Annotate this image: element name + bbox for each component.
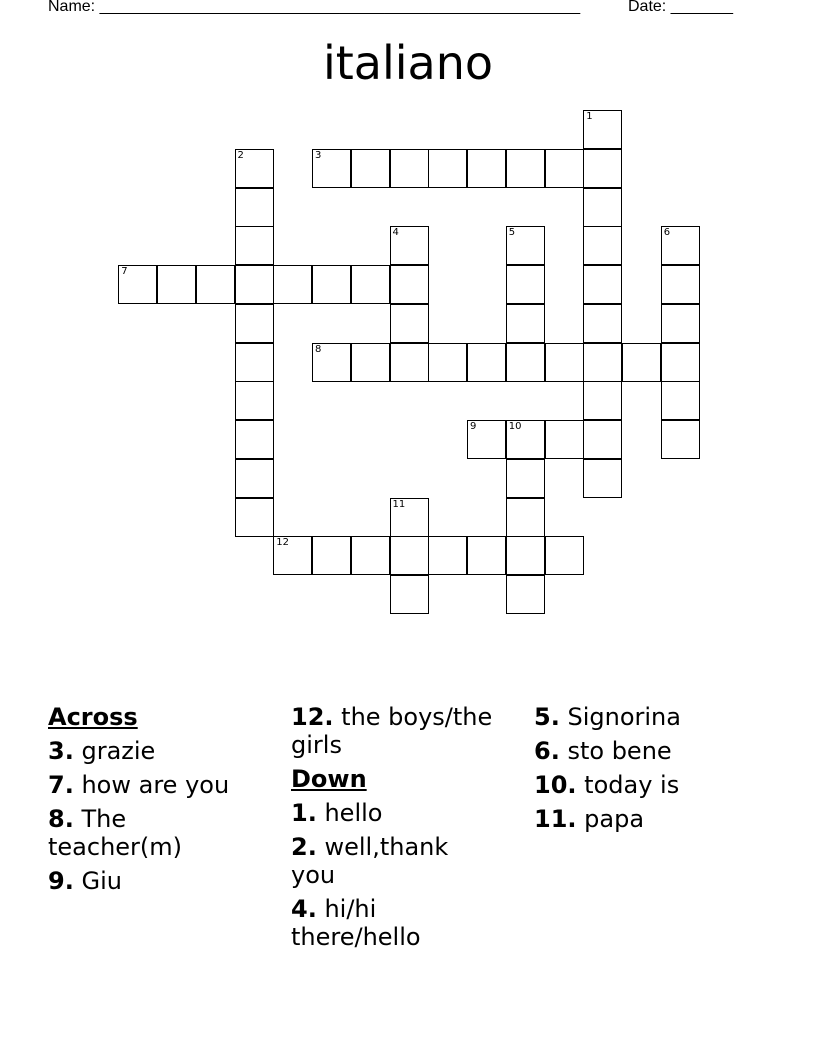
clue-across-3: 3. grazie: [48, 737, 156, 765]
crossword-cell[interactable]: [467, 149, 506, 188]
crossword-cell[interactable]: [661, 226, 700, 265]
crossword-cell[interactable]: [273, 536, 312, 575]
crossword-cell[interactable]: [583, 459, 622, 498]
clue-down-1: 1. hello: [291, 799, 383, 827]
crossword-cell[interactable]: [157, 265, 196, 304]
crossword-cell[interactable]: [390, 536, 429, 575]
clue-number: 8: [315, 343, 322, 355]
clue-number: 10: [508, 421, 522, 432]
name-field-label: Name: ______________________________________________________: [48, 0, 581, 15]
clue-down-5: 5. Signorina: [534, 703, 681, 731]
crossword-cell[interactable]: [622, 343, 661, 382]
crossword-cell[interactable]: [506, 343, 545, 382]
crossword-cell[interactable]: [390, 226, 429, 265]
clue-down-2: 2. well,thank you: [291, 833, 449, 889]
crossword-cell[interactable]: [545, 343, 584, 382]
crossword-cell[interactable]: [583, 265, 622, 304]
clue-down-10: 10. today is: [534, 771, 680, 799]
clue-number: 7: [121, 266, 128, 277]
clue-down-6: 6. sto bene: [534, 737, 672, 765]
crossword-cell[interactable]: [583, 188, 622, 227]
crossword-cell[interactable]: [583, 149, 622, 188]
clue-number: 3: [315, 149, 322, 161]
crossword-cell[interactable]: [506, 226, 545, 265]
crossword-cell[interactable]: [390, 304, 429, 343]
crossword-cell[interactable]: [351, 265, 390, 304]
date-field-label: Date: _______: [628, 0, 733, 15]
crossword-cell[interactable]: [467, 536, 506, 575]
crossword-cell[interactable]: [312, 265, 351, 304]
crossword-cell[interactable]: [235, 459, 274, 498]
clues-column-2: [291, 703, 516, 957]
crossword-cell[interactable]: [661, 304, 700, 343]
crossword-cell[interactable]: [545, 536, 584, 575]
crossword-cell[interactable]: [583, 304, 622, 343]
clue-down-4: 4. hi/hi there/hello: [291, 895, 421, 951]
clue-number: 12: [276, 537, 289, 549]
crossword-cell[interactable]: [312, 536, 351, 575]
crossword-cell[interactable]: [390, 343, 429, 382]
clue-across-12: 12. the boys/the girls: [291, 703, 493, 759]
crossword-cell[interactable]: [351, 149, 390, 188]
clue-number: 5: [508, 227, 516, 239]
crossword-cell[interactable]: [235, 265, 274, 304]
crossword-cell[interactable]: [545, 149, 584, 188]
crossword-cell[interactable]: [235, 343, 274, 382]
crossword-cell[interactable]: [196, 265, 235, 304]
crossword-cell[interactable]: [428, 149, 467, 188]
crossword-cell[interactable]: [506, 459, 545, 498]
crossword-cell[interactable]: [506, 149, 545, 188]
clues-column-3: [534, 703, 774, 839]
crossword-cell[interactable]: [235, 149, 274, 188]
crossword-cell[interactable]: [583, 381, 622, 420]
clue-down-11: 11. papa: [534, 805, 645, 833]
crossword-cell[interactable]: [661, 381, 700, 420]
crossword-cell[interactable]: [390, 265, 429, 304]
crossword-cell[interactable]: [583, 343, 622, 382]
crossword-cell[interactable]: [506, 575, 545, 614]
across-heading: Across: [48, 703, 138, 731]
crossword-cell[interactable]: [235, 304, 274, 343]
clue-across-8: 8. The teacher(m): [48, 805, 183, 861]
crossword-cell[interactable]: [351, 536, 390, 575]
crossword-cell[interactable]: [661, 420, 700, 459]
crossword-cell[interactable]: [583, 420, 622, 459]
crossword-cell[interactable]: [545, 420, 584, 459]
crossword-cell[interactable]: [506, 304, 545, 343]
clue-number: 4: [392, 227, 399, 239]
crossword-cell[interactable]: [390, 498, 429, 537]
clue-number: 9: [470, 421, 477, 432]
crossword-cell[interactable]: [273, 265, 312, 304]
crossword-cell[interactable]: [583, 110, 622, 149]
crossword-cell[interactable]: [661, 343, 700, 382]
crossword-cell[interactable]: [235, 420, 274, 459]
crossword-cell[interactable]: [390, 575, 429, 614]
crossword-cell[interactable]: [467, 420, 506, 459]
crossword-cell[interactable]: [235, 381, 274, 420]
clue-number: 1: [586, 111, 593, 122]
crossword-cell[interactable]: [467, 343, 506, 382]
clue-number: 6: [663, 227, 671, 239]
clue-number: 2: [237, 149, 244, 161]
crossword-cell[interactable]: [428, 343, 467, 382]
crossword-cell[interactable]: [235, 188, 274, 227]
page-title: italiano: [322, 36, 494, 90]
crossword-cell[interactable]: [312, 343, 351, 382]
crossword-cell[interactable]: [506, 498, 545, 537]
crossword-cell[interactable]: [390, 149, 429, 188]
crossword-cell[interactable]: [312, 149, 351, 188]
clue-number: 11: [392, 498, 406, 510]
clue-across-7: 7. how are you: [48, 771, 230, 799]
crossword-cell[interactable]: [235, 498, 274, 537]
crossword-cell[interactable]: [428, 536, 467, 575]
crossword-cell[interactable]: [118, 265, 157, 304]
clue-across-9: 9. Giu: [48, 867, 122, 895]
crossword-cell[interactable]: [661, 265, 700, 304]
crossword-cell[interactable]: [506, 420, 545, 459]
crossword-cell[interactable]: [235, 226, 274, 265]
crossword-cell[interactable]: [583, 226, 622, 265]
crossword-cell[interactable]: [506, 536, 545, 575]
crossword-cell[interactable]: [506, 265, 545, 304]
clues-column-1: [48, 703, 278, 901]
crossword-cell[interactable]: [351, 343, 390, 382]
down-heading: Down: [291, 765, 367, 793]
